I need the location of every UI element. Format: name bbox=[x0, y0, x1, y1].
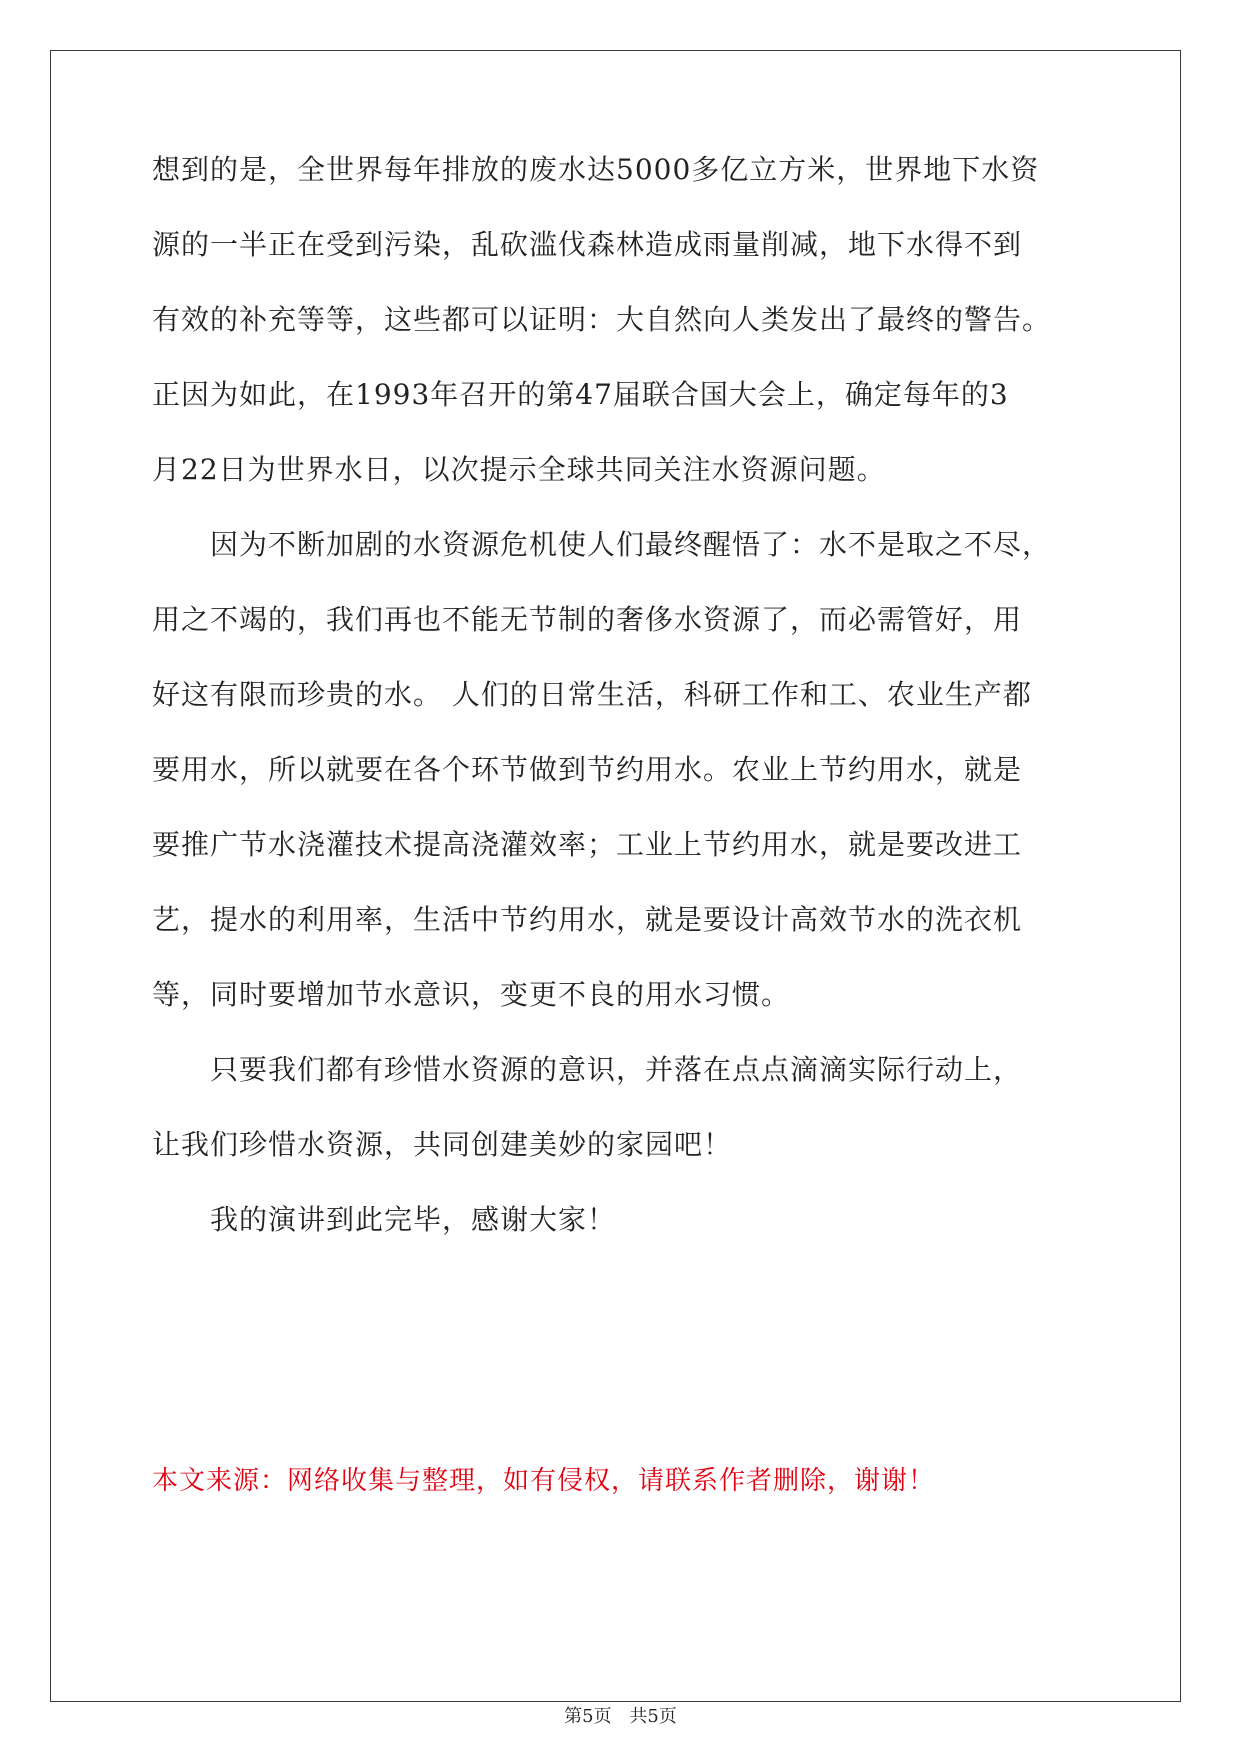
text-line: 正因为如此，在1993年召开的第47届联合国大会上，确定每年的3 bbox=[152, 378, 1009, 411]
text-line: 因为不断加剧的水资源危机使人们最终醒悟了：水不是取之不尽， bbox=[152, 528, 1052, 561]
source-note: 本文来源：网络收集与整理，如有侵权，请联系作者删除，谢谢！ bbox=[152, 1466, 936, 1496]
text-line: 月22日为世界水日，以次提示全球共同关注水资源问题。 bbox=[152, 453, 886, 486]
text-line: 艺，提水的利用率，生活中节约用水，就是要设计高效节水的洗衣机 bbox=[152, 903, 1023, 936]
text-line: 要用水，所以就要在各个环节做到节约用水。农业上节约用水，就是 bbox=[152, 753, 1023, 786]
text-line: 有效的补充等等，这些都可以证明：大自然向人类发出了最终的警告。 bbox=[152, 303, 1052, 336]
text-line: 等，同时要增加节水意识，变更不良的用水习惯。 bbox=[152, 978, 791, 1011]
page-number-current: 第5页 bbox=[564, 1706, 612, 1727]
text-line: 用之不竭的，我们再也不能无节制的奢侈水资源了，而必需管好，用 bbox=[152, 603, 1023, 636]
page-number-total: 共5页 bbox=[629, 1706, 677, 1727]
page-border bbox=[50, 50, 1181, 1702]
text-line: 让我们珍惜水资源，共同创建美妙的家园吧！ bbox=[152, 1128, 733, 1161]
text-line: 想到的是，全世界每年排放的废水达5000多亿立方米，世界地下水资 bbox=[152, 153, 1040, 186]
text-line: 要推广节水浇灌技术提高浇灌效率；工业上节约用水，就是要改进工 bbox=[152, 828, 1023, 861]
page-footer bbox=[0, 1705, 1241, 1729]
text-line: 好这有限而珍贵的水。 人们的日常生活，科研工作和工、农业生产都 bbox=[152, 678, 1032, 711]
text-line: 源的一半正在受到污染，乱砍滥伐森林造成雨量削减，地下水得不到 bbox=[152, 228, 1023, 261]
text-line: 我的演讲到此完毕，感谢大家！ bbox=[152, 1203, 617, 1236]
text-line: 只要我们都有珍惜水资源的意识，并落在点点滴滴实际行动上， bbox=[152, 1053, 1023, 1086]
